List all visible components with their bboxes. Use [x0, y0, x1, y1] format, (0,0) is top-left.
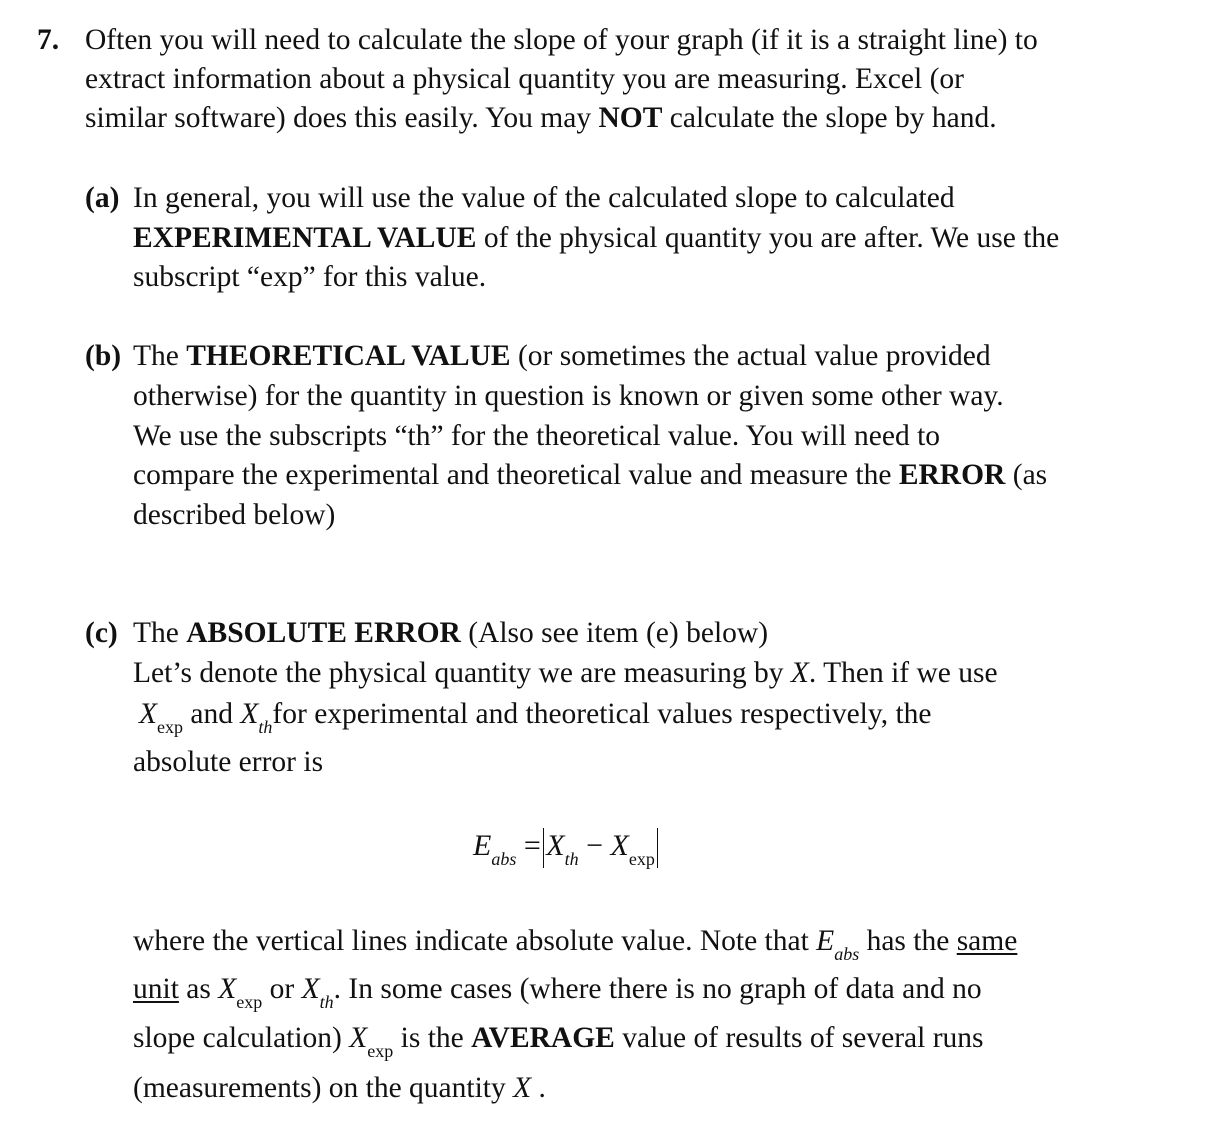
- part-c-line-3: [133, 694, 932, 737]
- text: . Then if we use: [808, 657, 998, 689]
- item7-line-1: Often you will need to calculate the slope of your graph (if it is a straight line) to: [85, 24, 1038, 56]
- text: (measurements) on the quantity: [133, 1072, 514, 1104]
- var-x: X: [790, 657, 809, 689]
- part-c-line-2: [133, 653, 998, 693]
- abs-bar-right: [657, 828, 659, 868]
- text: value of results of several runs: [614, 1022, 984, 1054]
- var-x-exp: X: [139, 698, 158, 730]
- part-c-line-8: [133, 1068, 546, 1108]
- part-c-line-6: [133, 969, 982, 1012]
- text: or: [262, 973, 302, 1005]
- text: for experimental and theoretical values respectively, the: [272, 698, 932, 730]
- absolute-error-equation: [473, 824, 660, 871]
- bold-text: AVERAGE: [471, 1022, 615, 1054]
- part-c-line-4: absolute error is: [133, 746, 324, 778]
- bold-text: ABSOLUTE ERROR: [186, 617, 461, 649]
- text: (or sometimes the actual value provided: [510, 340, 991, 372]
- part-b-line-1: [133, 336, 991, 376]
- abs-bar-left: [543, 828, 545, 868]
- text: of the physical quantity you are after. We use the: [476, 222, 1060, 254]
- part-b-label: (b): [85, 340, 122, 372]
- part-c-line-7: [133, 1018, 984, 1061]
- subscript-exp: exp: [157, 717, 184, 737]
- text: (as: [1005, 459, 1048, 491]
- var-x-th: X: [240, 698, 259, 730]
- part-a-line-2: [133, 218, 1059, 258]
- text: .: [531, 1072, 546, 1104]
- bold-text: NOT: [598, 102, 663, 134]
- underlined-text: unit: [133, 973, 179, 1005]
- part-c-line-5: [133, 921, 1017, 964]
- underlined-text: same: [956, 925, 1018, 957]
- subscript-exp: exp: [367, 1041, 394, 1061]
- text: is the: [393, 1022, 472, 1054]
- part-a-line-3: subscript “exp” for this value.: [133, 261, 487, 293]
- var-x-exp: X: [349, 1022, 368, 1054]
- subscript-th: th: [319, 992, 334, 1012]
- part-b-line-4: [133, 455, 1047, 495]
- text: . In some cases (where there is no graph of data and no: [333, 973, 982, 1005]
- var-x: X: [513, 1072, 532, 1104]
- equals-sign: =: [523, 829, 541, 862]
- text: The: [133, 340, 187, 372]
- bold-text: THEORETICAL VALUE: [186, 340, 511, 372]
- var-x-th: X: [546, 829, 565, 862]
- text: and: [183, 698, 241, 730]
- part-b-line-5: described below): [133, 499, 336, 531]
- part-c-line-1: [133, 613, 768, 653]
- item-number: 7.: [37, 24, 60, 56]
- var-e: E: [473, 829, 492, 862]
- item7-line-3: [85, 98, 997, 138]
- var-x-exp: X: [610, 829, 629, 862]
- text: similar software) does this easily. You may: [85, 102, 599, 134]
- text: has the: [859, 925, 957, 957]
- part-a-line-1: In general, you will use the value of the calculated slope to calculated: [133, 182, 955, 214]
- text: as: [178, 973, 219, 1005]
- text: (Also see item (e) below): [460, 617, 769, 649]
- subscript-exp: exp: [236, 992, 263, 1012]
- text: slope calculation): [133, 1022, 350, 1054]
- item7-line-2: extract information about a physical quantity you are measuring. Excel (or: [85, 63, 964, 95]
- subscript-abs: abs: [491, 849, 517, 869]
- bold-text: EXPERIMENTAL VALUE: [133, 222, 477, 254]
- subscript-exp: exp: [628, 849, 655, 869]
- var-e: E: [816, 925, 835, 957]
- text: calculate the slope by hand.: [662, 102, 997, 134]
- part-b-line-3: We use the subscripts “th” for the theoretical value. You will need to: [133, 420, 941, 452]
- var-x-exp: X: [218, 973, 237, 1005]
- var-x-th: X: [301, 973, 320, 1005]
- part-a-label: (a): [85, 182, 120, 214]
- text: The: [133, 617, 187, 649]
- minus-sign: −: [586, 829, 604, 862]
- text: compare the experimental and theoretical value and measure the: [133, 459, 899, 491]
- subscript-th: th: [564, 849, 579, 869]
- text: where the vertical lines indicate absolute value. Note that: [133, 925, 817, 957]
- part-c-label: (c): [85, 617, 118, 649]
- subscript-abs: abs: [834, 944, 860, 964]
- part-b-line-2: otherwise) for the quantity in question is known or given some other way.: [133, 380, 1004, 412]
- text: Let’s denote the physical quantity we are measuring by: [133, 657, 791, 689]
- bold-text: ERROR: [898, 459, 1006, 491]
- subscript-th: th: [258, 717, 273, 737]
